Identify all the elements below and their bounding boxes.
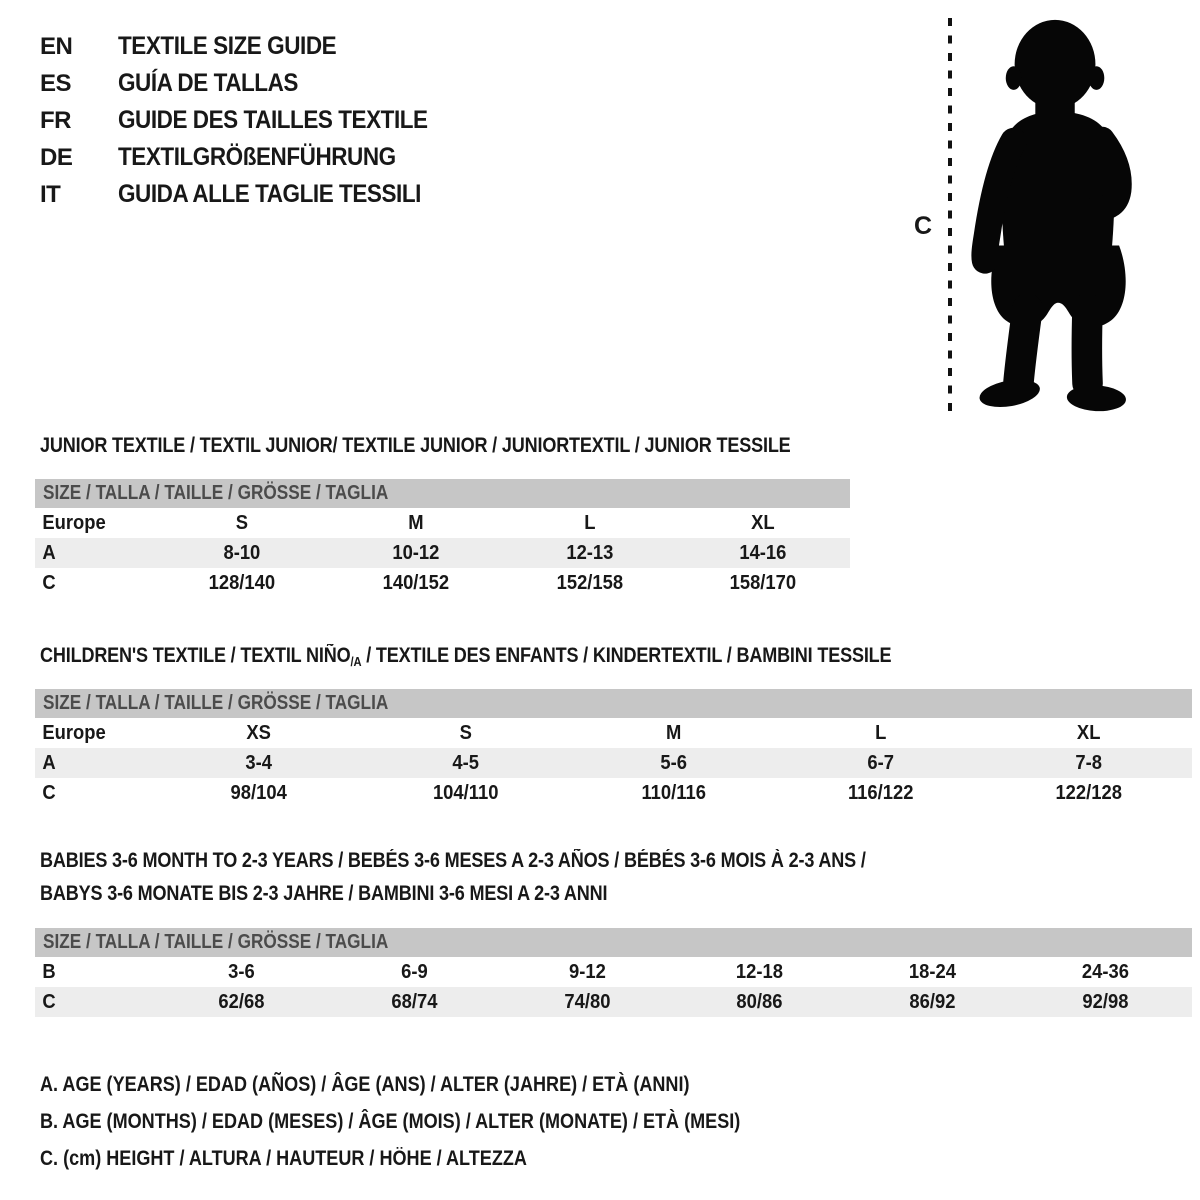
toddler-silhouette-icon [966,13,1148,417]
junior-section-title-text: JUNIOR TEXTILE / TEXTIL JUNIOR/ TEXTILE JUNIOR / JUNIORTEXTIL / JUNIOR TESSILE [40,434,791,457]
row-label: Europe [42,721,106,744]
legend-age-months: B. AGE (MONTHS) / EDAD (MESES) / ÂGE (MOIS) / ALTER (MONATE) / ETÀ (MESI) [40,1109,741,1133]
junior-size-table [35,479,850,598]
age-cell: 5-6 [660,751,687,774]
guide-title-de: TEXTILGRÖßENFÜHRUNG [118,143,396,171]
babies-row-age-months [35,957,1192,987]
row-label: B [42,960,56,983]
junior-row-height [35,568,850,598]
height-cell: 68/74 [391,990,438,1013]
guide-title-es: GUÍA DE TALLAS [118,69,298,97]
size-header-label: SIZE / TALLA / TAILLE / GRÖSSE / TAGLIA [43,931,389,953]
age-cell: 14-16 [739,541,787,564]
height-cell: 122/128 [1055,781,1122,804]
height-cell: 80/86 [736,990,783,1013]
language-code: FR [40,106,71,134]
height-cell: 86/92 [909,990,956,1013]
language-code: DE [40,143,73,171]
size-cell: XL [1076,721,1101,744]
height-cell: 104/110 [433,781,499,804]
size-cell: S [235,511,249,534]
size-cell: S [459,721,473,744]
height-dimension-label: C [914,212,933,240]
height-cell: 92/98 [1082,990,1129,1013]
children-row-age [35,748,1192,778]
guide-title-it: GUIDA ALLE TAGLIE TESSILI [118,180,421,208]
legend-height-cm: C. (cm) HEIGHT / ALTURA / HAUTEUR / HÖHE / ALTEZZA [40,1146,527,1170]
age-cell: 3-4 [245,751,272,774]
junior-row-europe [35,508,850,538]
children-size-table [35,689,1192,808]
height-cell: 110/116 [641,781,706,804]
language-row-it [40,176,462,213]
height-cell: 98/104 [230,781,287,804]
age-cell: 6-9 [400,960,428,983]
babies-section-title [40,844,1000,910]
children-title-suffix: / TEXTILE DES ENFANTS / KINDERTEXTIL / BAMBINI TESSILE [361,644,892,667]
language-row-es [40,65,462,102]
height-cell: 62/68 [218,990,265,1013]
age-cell: 7-8 [1074,751,1102,774]
language-row-fr [40,102,462,139]
age-cell: 24-36 [1082,960,1130,983]
height-cell: 152/158 [556,571,623,594]
height-cell: 74/80 [564,990,611,1013]
language-code: EN [40,32,73,60]
size-cell: M [407,511,424,534]
age-cell: 9-12 [568,960,606,983]
age-cell: 3-6 [228,960,255,983]
junior-table-header [35,479,850,508]
row-label: A [42,751,56,774]
age-cell: 12-13 [565,541,613,564]
children-table-header [35,689,1192,718]
legend-age-years: A. AGE (YEARS) / EDAD (AÑOS) / ÂGE (ANS) / ALTER (JAHRE) / ETÀ (ANNI) [40,1072,690,1096]
language-code: ES [40,69,72,97]
legend-line-b [40,1103,854,1140]
babies-table-header [35,928,1192,957]
row-label: Europe [42,511,106,534]
size-cell: XS [246,721,271,744]
row-label: A [42,541,56,564]
size-cell: L [583,511,595,534]
size-header-label: SIZE / TALLA / TAILLE / GRÖSSE / TAGLIA [43,482,389,504]
babies-size-table [35,928,1192,1017]
age-cell: 4-5 [452,751,480,774]
language-title-block [40,28,462,213]
guide-title-en: TEXTILE SIZE GUIDE [118,32,337,60]
children-row-europe [35,718,1192,748]
size-cell: XL [751,511,775,534]
size-header-label: SIZE / TALLA / TAILLE / GRÖSSE / TAGLIA [43,692,389,714]
guide-title-fr: GUIDE DES TAILLES TEXTILE [118,106,428,134]
height-measure-dashed-line [946,16,954,420]
junior-row-age [35,538,850,568]
babies-title-line-1: BABIES 3-6 MONTH TO 2-3 YEARS / BEBÉS 3-6 MESES A 2-3 AÑOS / BÉBÉS 3-6 MOIS À 2-3 ANS / [40,849,866,872]
children-title-subscript: /A [350,654,362,669]
age-cell: 10-12 [392,541,440,564]
age-cell: 18-24 [909,960,957,983]
language-row-en [40,28,462,65]
size-cell: L [875,721,887,744]
legend-line-a [40,1066,854,1103]
row-label: C [42,781,56,804]
height-cell: 128/140 [208,571,276,594]
children-title-prefix: CHILDREN'S TEXTILE / TEXTIL NIÑO [40,644,351,667]
age-cell: 12-18 [736,960,784,983]
age-cell: 8-10 [223,541,261,564]
size-cell: M [665,721,682,744]
children-section-title-text [40,644,891,669]
age-cell: 6-7 [867,751,895,774]
language-row-de [40,139,462,176]
babies-row-height [35,987,1192,1017]
row-label: C [42,990,56,1013]
height-cell: 140/152 [382,571,449,594]
height-cell: 158/170 [729,571,797,594]
junior-section-title [40,434,913,458]
babies-title-line-2: BABYS 3-6 MONATE BIS 2-3 JAHRE / BAMBINI 3-6 MESI A 2-3 ANNI [40,882,608,905]
row-label: C [42,571,56,594]
legend-block [40,1066,854,1177]
children-section-title [40,644,1030,669]
legend-line-c [40,1140,854,1177]
height-cell: 116/122 [848,781,914,804]
language-code: IT [40,180,61,208]
children-row-height [35,778,1192,808]
